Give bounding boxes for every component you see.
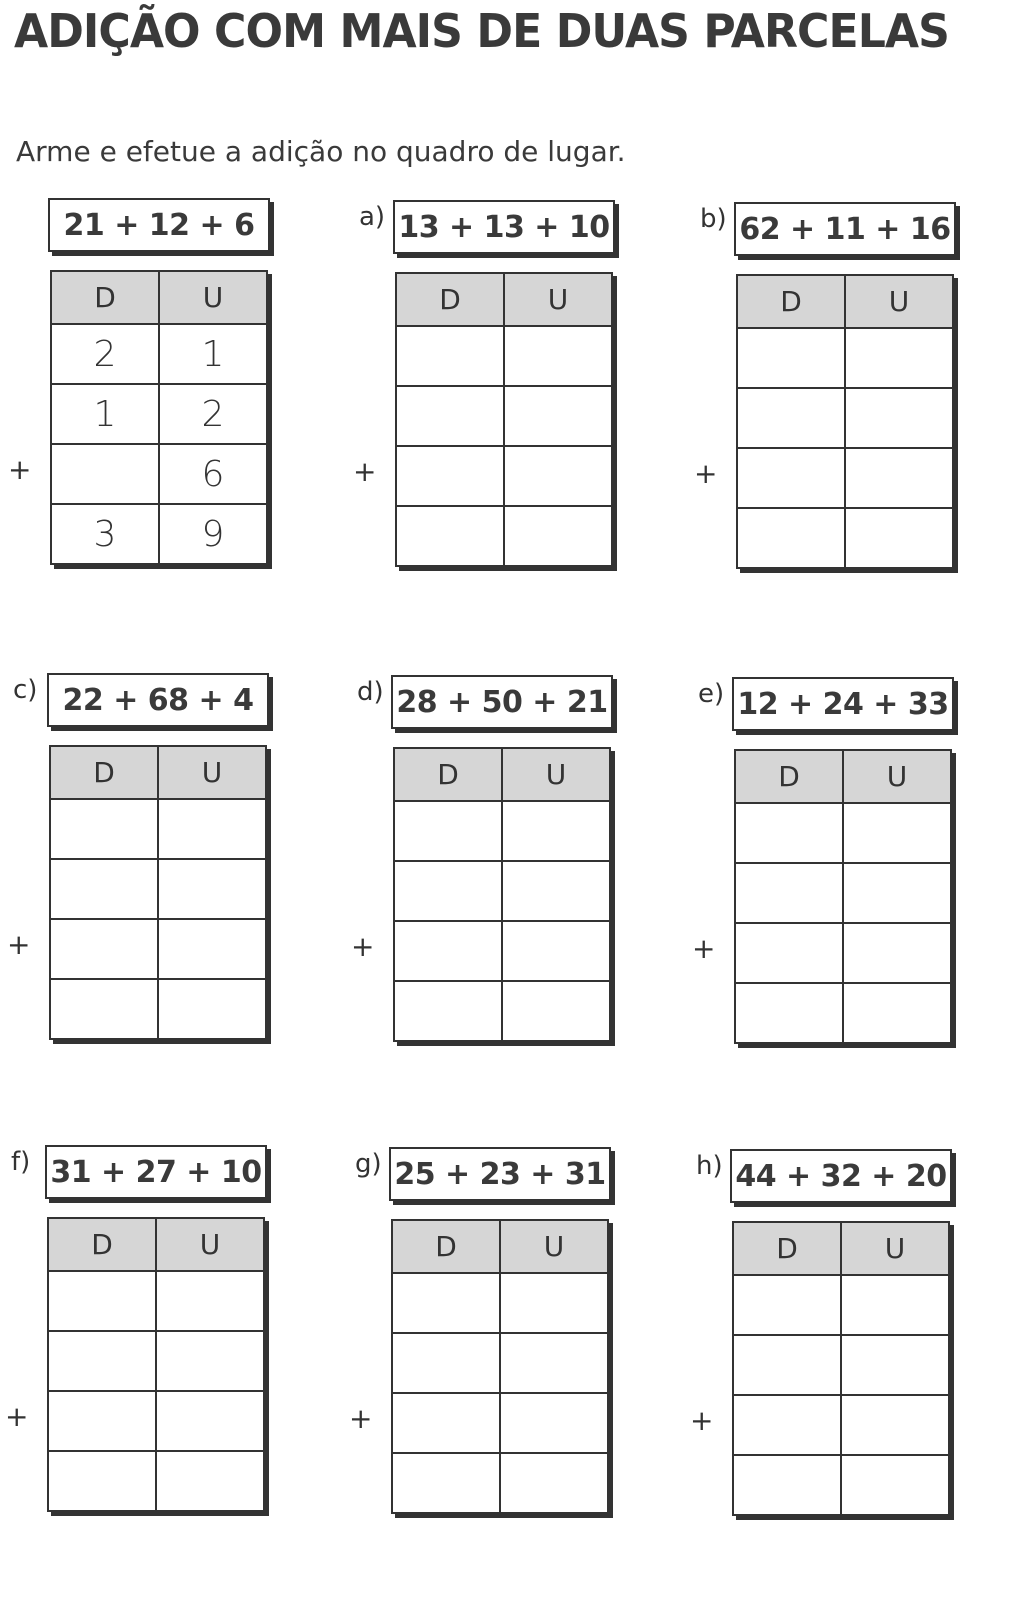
expression-box: 31 + 27 + 10 xyxy=(45,1145,267,1199)
units-cell[interactable] xyxy=(502,981,610,1041)
tens-cell[interactable] xyxy=(50,979,158,1039)
problem-label: b) xyxy=(700,204,727,234)
problem-e xyxy=(692,677,1022,1067)
expression-box: 62 + 11 + 16 xyxy=(734,202,956,256)
tens-cell[interactable] xyxy=(396,326,504,386)
units-cell[interactable] xyxy=(841,1455,949,1515)
units-cell[interactable] xyxy=(502,861,610,921)
problem-label: e) xyxy=(698,679,725,709)
tens-cell[interactable] xyxy=(394,981,502,1041)
tens-cell: 2 xyxy=(51,324,159,384)
units-header: U xyxy=(841,1222,949,1275)
tens-cell[interactable] xyxy=(50,919,158,979)
expression-box: 44 + 32 + 20 xyxy=(730,1149,952,1203)
units-cell[interactable] xyxy=(841,1395,949,1455)
tens-header: D xyxy=(737,275,845,328)
tens-cell: 1 xyxy=(51,384,159,444)
units-header: U xyxy=(845,275,953,328)
units-cell[interactable] xyxy=(502,921,610,981)
place-value-board xyxy=(393,747,611,1042)
tens-cell[interactable] xyxy=(737,448,845,508)
expression-box: 13 + 13 + 10 xyxy=(393,200,615,254)
expression-box: 28 + 50 + 21 xyxy=(391,675,613,729)
tens-cell[interactable] xyxy=(394,921,502,981)
units-cell[interactable] xyxy=(504,326,612,386)
units-cell: 6 xyxy=(159,444,267,504)
plus-sign: + xyxy=(349,1402,373,1435)
units-cell[interactable] xyxy=(156,1451,264,1511)
tens-cell: 3 xyxy=(51,504,159,564)
place-value-board xyxy=(50,270,268,565)
plus-sign: + xyxy=(5,1400,29,1433)
place-value-board xyxy=(732,1221,950,1516)
units-cell[interactable] xyxy=(500,1333,608,1393)
tens-header: D xyxy=(735,750,843,803)
tens-header: D xyxy=(392,1220,500,1273)
units-cell[interactable] xyxy=(156,1331,264,1391)
units-cell: 2 xyxy=(159,384,267,444)
problem-label: g) xyxy=(355,1149,382,1179)
units-cell[interactable] xyxy=(845,328,953,388)
tens-cell[interactable] xyxy=(735,983,843,1043)
problem-d xyxy=(351,675,711,1065)
place-value-board xyxy=(395,272,613,567)
problem-label: h) xyxy=(696,1151,723,1181)
tens-cell[interactable] xyxy=(733,1395,841,1455)
units-cell[interactable] xyxy=(156,1391,264,1451)
units-cell[interactable] xyxy=(502,801,610,861)
units-header: U xyxy=(504,273,612,326)
problem-f xyxy=(5,1145,365,1535)
example-problem xyxy=(8,198,368,588)
place-value-board xyxy=(49,745,267,1040)
expression-box: 21 + 12 + 6 xyxy=(48,198,270,252)
units-cell[interactable] xyxy=(158,979,266,1039)
tens-cell[interactable] xyxy=(737,388,845,448)
units-header: U xyxy=(502,748,610,801)
problem-a xyxy=(353,200,713,590)
tens-cell[interactable] xyxy=(735,923,843,983)
plus-sign: + xyxy=(694,457,718,490)
tens-cell[interactable] xyxy=(396,506,504,566)
expression-box: 22 + 68 + 4 xyxy=(47,673,269,727)
tens-cell[interactable] xyxy=(50,859,158,919)
problem-label: f) xyxy=(11,1147,31,1177)
problem-label: a) xyxy=(359,202,386,232)
plus-sign: + xyxy=(8,453,32,486)
problem-h xyxy=(690,1149,1022,1539)
tens-cell[interactable] xyxy=(735,863,843,923)
plus-sign: + xyxy=(690,1404,714,1437)
units-header: U xyxy=(156,1218,264,1271)
tens-cell[interactable] xyxy=(392,1453,500,1513)
tens-header: D xyxy=(394,748,502,801)
tens-cell[interactable] xyxy=(394,801,502,861)
tens-cell[interactable] xyxy=(733,1275,841,1335)
units-cell[interactable] xyxy=(158,799,266,859)
problem-c xyxy=(7,673,367,1063)
units-cell[interactable] xyxy=(845,388,953,448)
units-cell[interactable] xyxy=(158,859,266,919)
tens-header: D xyxy=(51,271,159,324)
problem-label: c) xyxy=(13,675,38,705)
units-cell[interactable] xyxy=(843,803,951,863)
expression-box: 12 + 24 + 33 xyxy=(732,677,954,731)
tens-cell xyxy=(51,444,159,504)
units-cell: 9 xyxy=(159,504,267,564)
tens-cell[interactable] xyxy=(50,799,158,859)
units-cell[interactable] xyxy=(500,1453,608,1513)
tens-cell[interactable] xyxy=(392,1333,500,1393)
units-cell[interactable] xyxy=(843,863,951,923)
units-cell[interactable] xyxy=(504,506,612,566)
units-cell[interactable] xyxy=(845,448,953,508)
tens-cell[interactable] xyxy=(48,1271,156,1331)
units-cell[interactable] xyxy=(841,1275,949,1335)
tens-cell[interactable] xyxy=(396,386,504,446)
units-cell[interactable] xyxy=(843,983,951,1043)
tens-cell[interactable] xyxy=(394,861,502,921)
tens-cell[interactable] xyxy=(392,1393,500,1453)
tens-cell[interactable] xyxy=(737,508,845,568)
place-value-board xyxy=(391,1219,609,1514)
place-value-board xyxy=(736,274,954,569)
tens-header: D xyxy=(733,1222,841,1275)
plus-sign: + xyxy=(353,455,377,488)
units-cell[interactable] xyxy=(845,508,953,568)
problem-b xyxy=(694,202,1022,592)
tens-cell[interactable] xyxy=(48,1451,156,1511)
tens-cell[interactable] xyxy=(737,328,845,388)
plus-sign: + xyxy=(692,932,716,965)
tens-cell[interactable] xyxy=(48,1391,156,1451)
units-header: U xyxy=(159,271,267,324)
expression-box: 25 + 23 + 31 xyxy=(389,1147,611,1201)
tens-cell[interactable] xyxy=(48,1331,156,1391)
tens-header: D xyxy=(396,273,504,326)
plus-sign: + xyxy=(351,930,375,963)
tens-cell[interactable] xyxy=(733,1335,841,1395)
units-header: U xyxy=(158,746,266,799)
units-cell: 1 xyxy=(159,324,267,384)
place-value-board xyxy=(734,749,952,1044)
plus-sign: + xyxy=(7,928,31,961)
tens-cell[interactable] xyxy=(735,803,843,863)
problem-label: d) xyxy=(357,677,384,707)
units-cell[interactable] xyxy=(504,386,612,446)
units-cell[interactable] xyxy=(843,923,951,983)
instruction-text: Arme e efetue a adição no quadro de lugar. xyxy=(16,135,626,168)
units-cell[interactable] xyxy=(158,919,266,979)
tens-cell[interactable] xyxy=(396,446,504,506)
problem-g xyxy=(349,1147,709,1537)
units-cell[interactable] xyxy=(500,1393,608,1453)
place-value-board xyxy=(47,1217,265,1512)
units-cell[interactable] xyxy=(504,446,612,506)
units-cell[interactable] xyxy=(841,1335,949,1395)
units-header: U xyxy=(843,750,951,803)
units-cell[interactable] xyxy=(500,1273,608,1333)
tens-cell[interactable] xyxy=(392,1273,500,1333)
tens-header: D xyxy=(48,1218,156,1271)
page-title: ADIÇÃO COM MAIS DE DUAS PARCELAS xyxy=(14,4,949,58)
tens-cell[interactable] xyxy=(733,1455,841,1515)
units-header: U xyxy=(500,1220,608,1273)
units-cell[interactable] xyxy=(156,1271,264,1331)
tens-header: D xyxy=(50,746,158,799)
